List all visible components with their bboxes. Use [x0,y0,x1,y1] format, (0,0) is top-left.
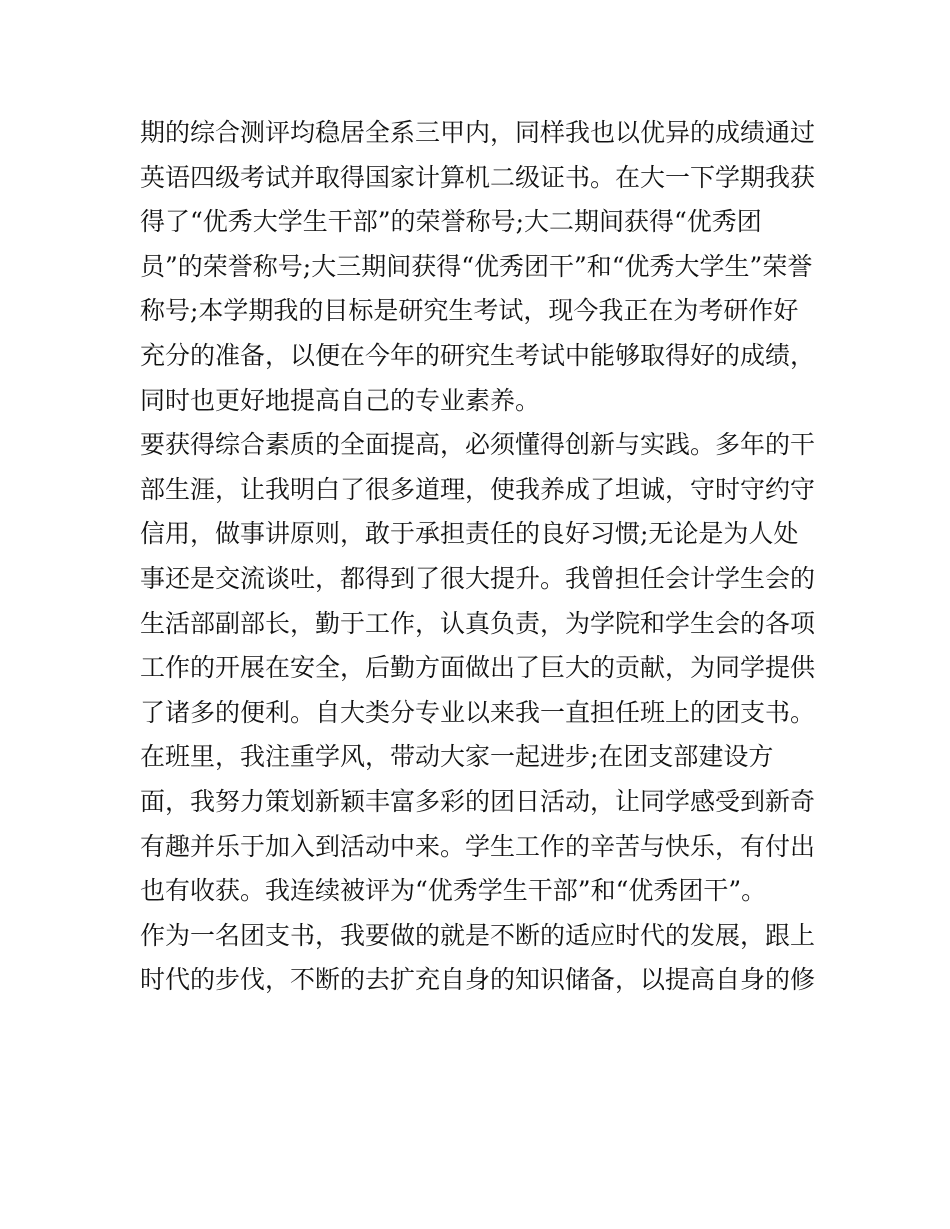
text-line: 员”的荣誉称号;大三期间获得“优秀团干”和“优秀大学生”荣誉 [140,251,813,281]
text-line: 面，我努力策划新颖丰富多彩的团日活动，让同学感受到新奇 [140,786,816,816]
text-line: 充分的准备，以便在今年的研究生考试中能够取得好的成绩， [140,340,816,370]
text-line: 在班里，我注重学风，带动大家一起进步;在团支部建设方 [140,742,774,772]
text-line: 同时也更好地提高自己的专业素养。 [140,385,541,415]
text-line: 生活部副部长，勤于工作，认真负责，为学院和学生会的各项 [140,608,816,638]
text-line: 英语四级考试并取得国家计算机二级证书。在大一下学期我获 [140,162,816,192]
text-line: 有趣并乐于加入到活动中来。学生工作的辛苦与快乐，有付出 [140,831,816,861]
text-line: 得了“优秀大学生干部”的荣誉称号;大二期间获得“优秀团 [140,207,762,237]
text-line: 工作的开展在安全，后勤方面做出了巨大的贡献，为同学提供 [140,653,816,683]
text-line: 作为一名团支书，我要做的就是不断的适应时代的发展，跟上 [140,920,816,950]
document-body-text [140,111,830,1003]
text-line: 事还是交流谈吐，都得到了很大提升。我曾担任会计学生会的 [140,563,816,593]
text-line: 时代的步伐，不断的去扩充自身的知识储备，以提高自身的修 [140,965,816,995]
text-line: 期的综合测评均稳居全系三甲内，同样我也以优异的成绩通过 [140,118,816,147]
text-line: 称号;本学期我的目标是研究生考试，现今我正在为考研作好 [140,296,799,326]
text-line: 信用，做事讲原则，敢于承担责任的良好习惯;无论是为人处 [140,519,799,549]
text-line: 了诸多的便利。自大类分专业以来我一直担任班上的团支书。 [140,697,816,727]
text-line: 也有收获。我连续被评为“优秀学生干部”和“优秀团干”。 [140,876,767,906]
text-line: 要获得综合素质的全面提高，必须懂得创新与实践。多年的干 [140,430,816,460]
text-line: 部生涯，让我明白了很多道理，使我养成了坦诚，守时守约守 [140,474,816,504]
